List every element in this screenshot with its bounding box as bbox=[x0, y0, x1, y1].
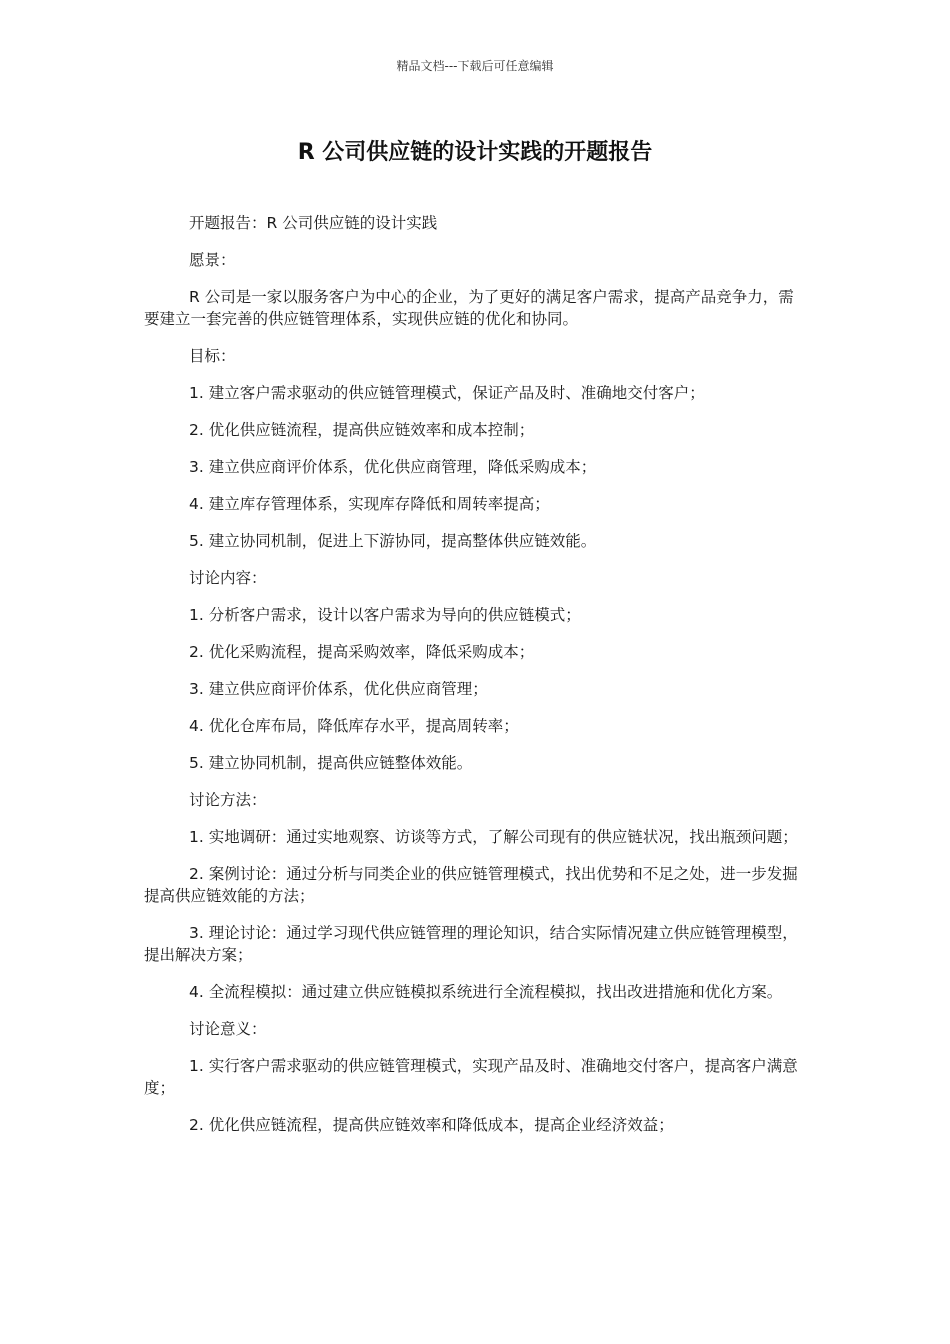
heading-discussion-significance: 讨论意义： bbox=[189, 1020, 267, 1038]
goal-item: 5. 建立协同机制，促进上下游协同，提高整体供应链效能。 bbox=[189, 532, 597, 550]
content-item: 2. 优化采购流程，提高采购效率，降低采购成本； bbox=[189, 643, 535, 661]
significance-item: 1. 实行客户需求驱动的供应链管理模式，实现产品及时、准确地交付客户，提高客户满意度； bbox=[144, 1057, 798, 1097]
heading-vision: 愿景： bbox=[189, 251, 236, 269]
goal-item: 4. 建立库存管理体系，实现库存降低和周转率提高； bbox=[189, 495, 550, 513]
heading-goals: 目标： bbox=[189, 347, 236, 365]
method-item: 1. 实地调研：通过实地观察、访谈等方式，了解公司现有的供应链状况，找出瓶颈问题； bbox=[189, 828, 798, 846]
content-item: 4. 优化仓库布局，降低库存水平，提高周转率； bbox=[189, 717, 519, 735]
document-title: R 公司供应链的设计实践的开题报告 bbox=[297, 140, 653, 165]
content-item: 1. 分析客户需求，设计以客户需求为导向的供应链模式； bbox=[189, 606, 581, 624]
significance-item: 2. 优化供应链流程，提高供应链效率和降低成本，提高企业经济效益； bbox=[189, 1116, 674, 1134]
header-watermark: 精品文档---下载后可任意编辑 bbox=[396, 59, 554, 73]
method-item: 2. 案例讨论：通过分析与同类企业的供应链管理模式，找出优势和不足之处，进一步发掘提高供应链效能的方法； bbox=[144, 865, 798, 905]
paragraph-report-subject: 开题报告：R 公司供应链的设计实践 bbox=[189, 214, 438, 232]
paragraph-vision: R 公司是一家以服务客户为中心的企业，为了更好的满足客户需求，提高产品竞争力，需要建立一套完善的供应链管理体系，实现供应链的优化和协同。 bbox=[144, 288, 794, 328]
method-item: 3. 理论讨论：通过学习现代供应链管理的理论知识，结合实际情况建立供应链管理模型，提出解决方案； bbox=[144, 924, 798, 964]
goal-item: 2. 优化供应链流程，提高供应链效率和成本控制； bbox=[189, 421, 535, 439]
goal-item: 3. 建立供应商评价体系，优化供应商管理，降低采购成本； bbox=[189, 458, 597, 476]
content-item: 5. 建立协同机制，提高供应链整体效能。 bbox=[189, 754, 473, 772]
method-item: 4. 全流程模拟：通过建立供应链模拟系统进行全流程模拟，找出改进措施和优化方案。 bbox=[189, 983, 783, 1001]
document-body bbox=[144, 212, 806, 1151]
content-item: 3. 建立供应商评价体系，优化供应商管理； bbox=[189, 680, 488, 698]
goal-item: 1. 建立客户需求驱动的供应链管理模式，保证产品及时、准确地交付客户； bbox=[189, 384, 705, 402]
heading-discussion-content: 讨论内容： bbox=[189, 569, 267, 587]
heading-discussion-method: 讨论方法： bbox=[189, 791, 267, 809]
